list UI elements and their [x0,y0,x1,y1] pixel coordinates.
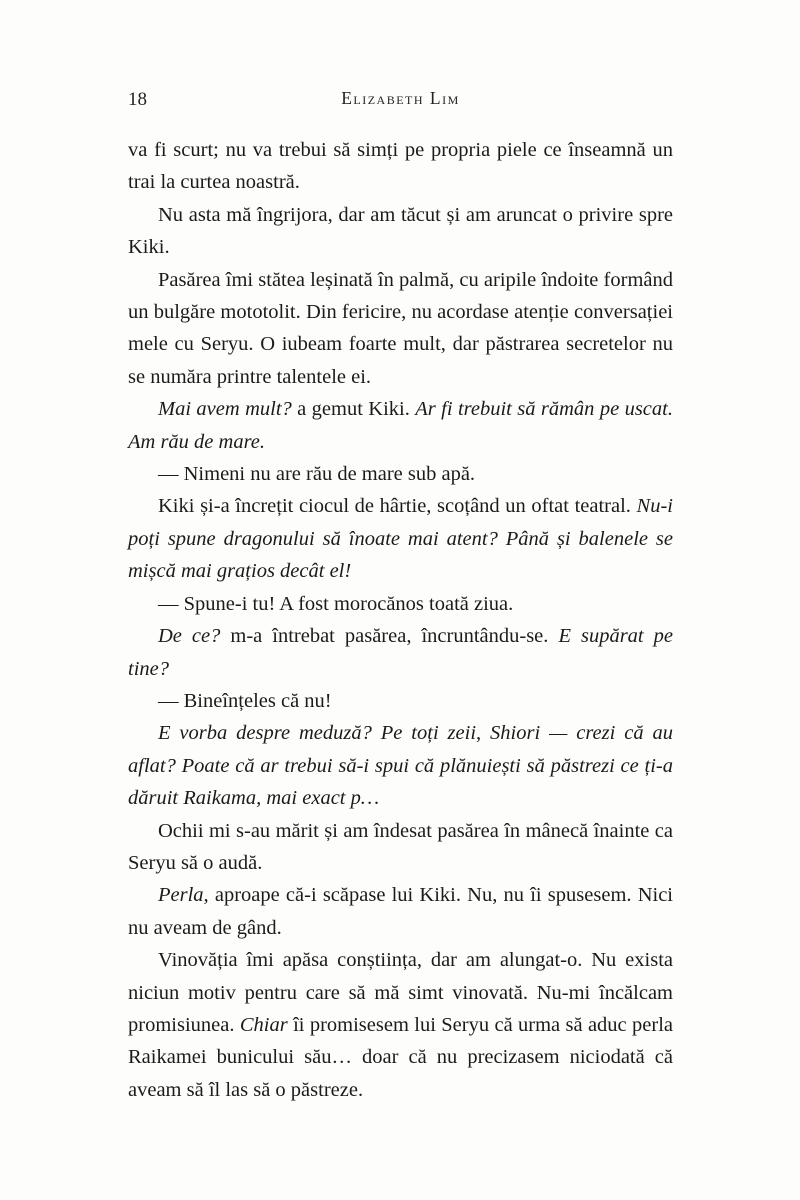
italic-text-segment: Perla, [158,884,209,907]
italic-text-segment: De ce? [158,625,231,648]
text-segment: — Bineînțeles că nu! [158,689,332,712]
text-segment: a gemut Kiki. [297,398,416,421]
paragraph [128,588,673,620]
running-header: Elizabeth Lim [341,88,460,108]
text-segment: Vinovăția îmi apăsa conștiința, dar am alungat-o. Nu exista niciun motiv pentru care să mă simt vinovată. Nu-mi încălcam promisiunea. [128,949,673,1036]
italic-text-segment: Mai avem mult? [158,398,298,421]
paragraph [128,815,673,880]
text-segment: — Nimeni nu are rău de mare sub apă. [158,463,476,486]
paragraph [128,717,673,814]
text-segment: — Spune-i tu! A fost morocănos toată ziua. [158,592,514,615]
page-number: 18 [128,89,147,110]
text-segment: va fi scurt; nu va trebui să simți pe propria piele ce înseamnă un trai la curtea noastră. [128,139,673,194]
text-segment: Nu asta mă îngrijora, dar am tăcut și am aruncat o privire spre Kiki. [128,203,673,259]
text-segment: aproape că-i scăpase lui Kiki. Nu, nu îi spusesem. Nici nu aveam de gând. [128,884,673,939]
italic-text-segment: E vorba despre meduză? Pe toți zeii, Shiori — crezi că au aflat? Poate că ar trebui să-i spui că plănuiești să păstrezi ce ți-a dăruit Raikama, mai exact p… [128,722,673,810]
italic-text-segment: E supărat pe tine? [128,625,673,680]
paragraph [128,134,673,199]
italic-text-segment: Chiar [239,1013,288,1036]
paragraph [128,944,673,1106]
paragraph [128,393,673,458]
paragraph [128,264,673,394]
italic-text-segment: Nu-i poți spune dragonului să înoate mai atent? Până și balenele se mișcă mai grațios decât el! [128,495,673,583]
italic-text-segment: Ar fi trebuit să rămân pe uscat. Am rău de mare. [128,398,673,453]
paragraph [128,490,673,587]
text-segment: Pasărea îmi stătea leșinată în palmă, cu aripile îndoite formând un bulgăre mototolit. Din fericire, nu acordase atenție conversației mele cu Seryu. O iubeam foarte mult, dar păstrarea secretelor nu se număra printre talentele ei. [128,268,673,388]
paragraph [128,199,673,264]
paragraph [128,620,673,685]
text-segment: Kiki și-a încrețit ciocul de hârtie, scoțând un oftat teatral. [158,495,637,518]
paragraph [128,458,673,490]
paragraph [128,685,673,717]
book-text [128,134,673,1106]
page-header [128,88,673,112]
text-segment: m-a întrebat pasărea, încruntându-se. [230,625,559,648]
text-segment: îi promisesem lui Seryu că urma să aduc perla Raikamei bunicului său… doar că nu precizasem niciodată că aveam să îl las să o păstreze. [128,1013,673,1101]
paragraph [128,879,673,944]
text-segment: Ochii mi s-au mărit și am îndesat pasărea în mânecă înainte ca Seryu să o audă. [128,819,673,874]
